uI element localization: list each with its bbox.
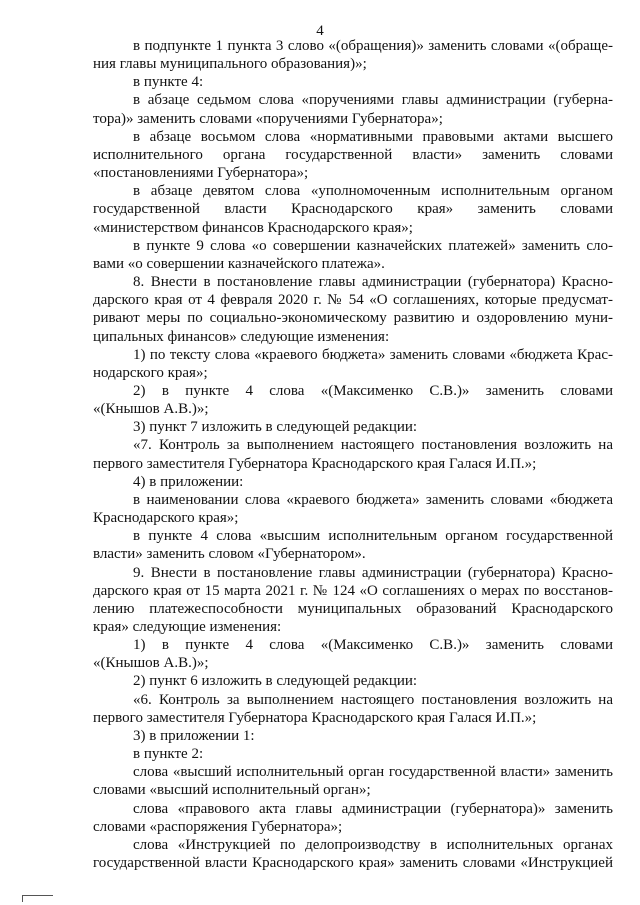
paragraph xyxy=(93,273,613,346)
paragraph-line: словами «высший исполнительный орган»; xyxy=(93,782,371,799)
paragraph-line: в пункте 4: xyxy=(133,74,204,91)
paragraph-line: нодарского края»; xyxy=(93,364,208,381)
paragraph-line: 9. Внести в постановление главы администрации (губернатора) Красно- xyxy=(133,564,613,581)
paragraph-line: в абзаце восьмом слова «нормативными правовыми актами высшего xyxy=(133,128,613,145)
paragraph-line: дарского края от 4 февраля 2020 г. № 54 «О соглашениях, которые предусмат- xyxy=(93,292,613,309)
paragraph-line: 1) по тексту слова «краевого бюджета» заменить словами «бюджета Крас- xyxy=(133,346,613,363)
paragraph-line: «министерством финансов Краснодарского края»; xyxy=(93,219,413,236)
paragraph xyxy=(93,436,613,472)
paragraph-line: в абзаце девятом слова «уполномоченным исполнительным органом xyxy=(133,183,613,200)
paragraph-line: «(Кнышов А.В.)»; xyxy=(93,401,209,418)
paragraph xyxy=(93,491,613,527)
paragraph-line: тора)» заменить словами «поручениями Губернатора»; xyxy=(93,110,443,127)
paragraph-line: в пункте 4 слова «высшим исполнительным органом государственной xyxy=(133,528,613,545)
paragraph-line: лению платежеспособности муниципальных образований Краснодарского xyxy=(93,600,613,617)
paragraph xyxy=(93,636,613,672)
paragraph-line: 3) в приложении 1: xyxy=(133,727,255,744)
paragraph xyxy=(93,128,613,182)
paragraph-line: слова «высший исполнительный орган государственной власти» заменить xyxy=(133,764,613,781)
paragraph-line: 2) в пункте 4 слова «(Максименко С.В.)» заменить словами xyxy=(133,382,613,399)
paragraph-line: власти» заменить словом «Губернатором». xyxy=(93,546,366,563)
paragraph-line: в абзаце седьмом слова «поручениями главы администрации (губерна- xyxy=(133,92,613,109)
paragraph-line: слова «правового акта главы администрации (губернатора)» заменить xyxy=(133,800,613,817)
paragraph xyxy=(93,691,613,727)
paragraph xyxy=(93,763,613,799)
paragraph-line: ципальных финансов» следующие изменения: xyxy=(93,328,390,345)
paragraph xyxy=(93,37,613,73)
paragraph xyxy=(93,73,613,91)
paragraph xyxy=(93,800,613,836)
paragraph xyxy=(93,382,613,418)
paragraph-line: 8. Внести в постановление главы администрации (губернатора) Красно- xyxy=(133,274,613,291)
paragraph-line: государственной власти Краснодарского края» заменить словами «Инструкцией xyxy=(93,855,613,872)
paragraph-line: ния главы муниципального образования)»; xyxy=(93,56,367,73)
paragraph xyxy=(93,527,613,563)
paragraph-line: края» следующие изменения: xyxy=(93,619,282,635)
paragraph-line: в пункте 9 слова «о совершении казначейских платежей» заменить сло- xyxy=(133,237,613,254)
paragraph-line: 1) в пункте 4 слова «(Максименко С.В.)» заменить словами xyxy=(133,637,613,654)
paragraph-line: 2) пункт 6 изложить в следующей редакции: xyxy=(133,673,418,690)
paragraph-line: в наименовании слова «краевого бюджета» заменить словами «бюджета xyxy=(133,491,613,508)
paragraph-line: 4) в приложении: xyxy=(133,473,244,490)
paragraph xyxy=(93,346,613,382)
paragraph-line: слова «Инструкцией по делопроизводству в исполнительных органах xyxy=(133,836,613,853)
paragraph-line: в пункте 2: xyxy=(133,746,204,763)
paragraph-line: исполнительного органа государственной власти» заменить словами xyxy=(93,146,613,163)
paragraph-line: «6. Контроль за выполнением настоящего постановления возложить на xyxy=(133,691,613,708)
paragraph xyxy=(93,418,613,436)
page-corner-mark xyxy=(22,895,53,902)
paragraph-line: государственной власти Краснодарского края» заменить словами xyxy=(93,201,613,218)
paragraph-line: 3) пункт 7 изложить в следующей редакции: xyxy=(133,419,418,436)
paragraph-line: Краснодарского края»; xyxy=(93,510,239,527)
paragraph xyxy=(93,727,613,745)
paragraph-line: вами «о совершении казначейского платежа». xyxy=(93,255,385,272)
paragraph-line: «(Кнышов А.В.)»; xyxy=(93,655,209,672)
paragraph-line: дарского края от 15 марта 2021 г. № 124 «О соглашениях о мерах по восстанов- xyxy=(93,582,613,599)
page-number: 4 xyxy=(316,23,324,39)
paragraph xyxy=(93,672,613,690)
paragraph xyxy=(93,473,613,491)
paragraph-line: первого заместителя Губернатора Краснодарского края Галася И.П.»; xyxy=(93,455,537,472)
paragraph-line: в подпункте 1 пункта 3 слово «(обращения)» заменить словами «(обраще- xyxy=(133,38,613,54)
paragraph xyxy=(93,182,613,236)
paragraph xyxy=(93,91,613,127)
paragraph xyxy=(93,237,613,273)
paragraph-line: первого заместителя Губернатора Краснодарского края Галася И.П.»; xyxy=(93,709,537,726)
paragraph-line: ривают меры по социально-экономическому развитию и оздоровлению муни- xyxy=(93,310,613,327)
paragraph-line: словами «распоряжения Губернатора»; xyxy=(93,818,343,835)
paragraph-line: «7. Контроль за выполнением настоящего постановления возложить на xyxy=(133,437,613,454)
paragraph xyxy=(93,564,613,637)
paragraph xyxy=(93,745,613,763)
paragraph xyxy=(93,836,613,872)
document-body xyxy=(93,37,613,872)
paragraph-line: «постановлениями Губернатора»; xyxy=(93,165,309,182)
